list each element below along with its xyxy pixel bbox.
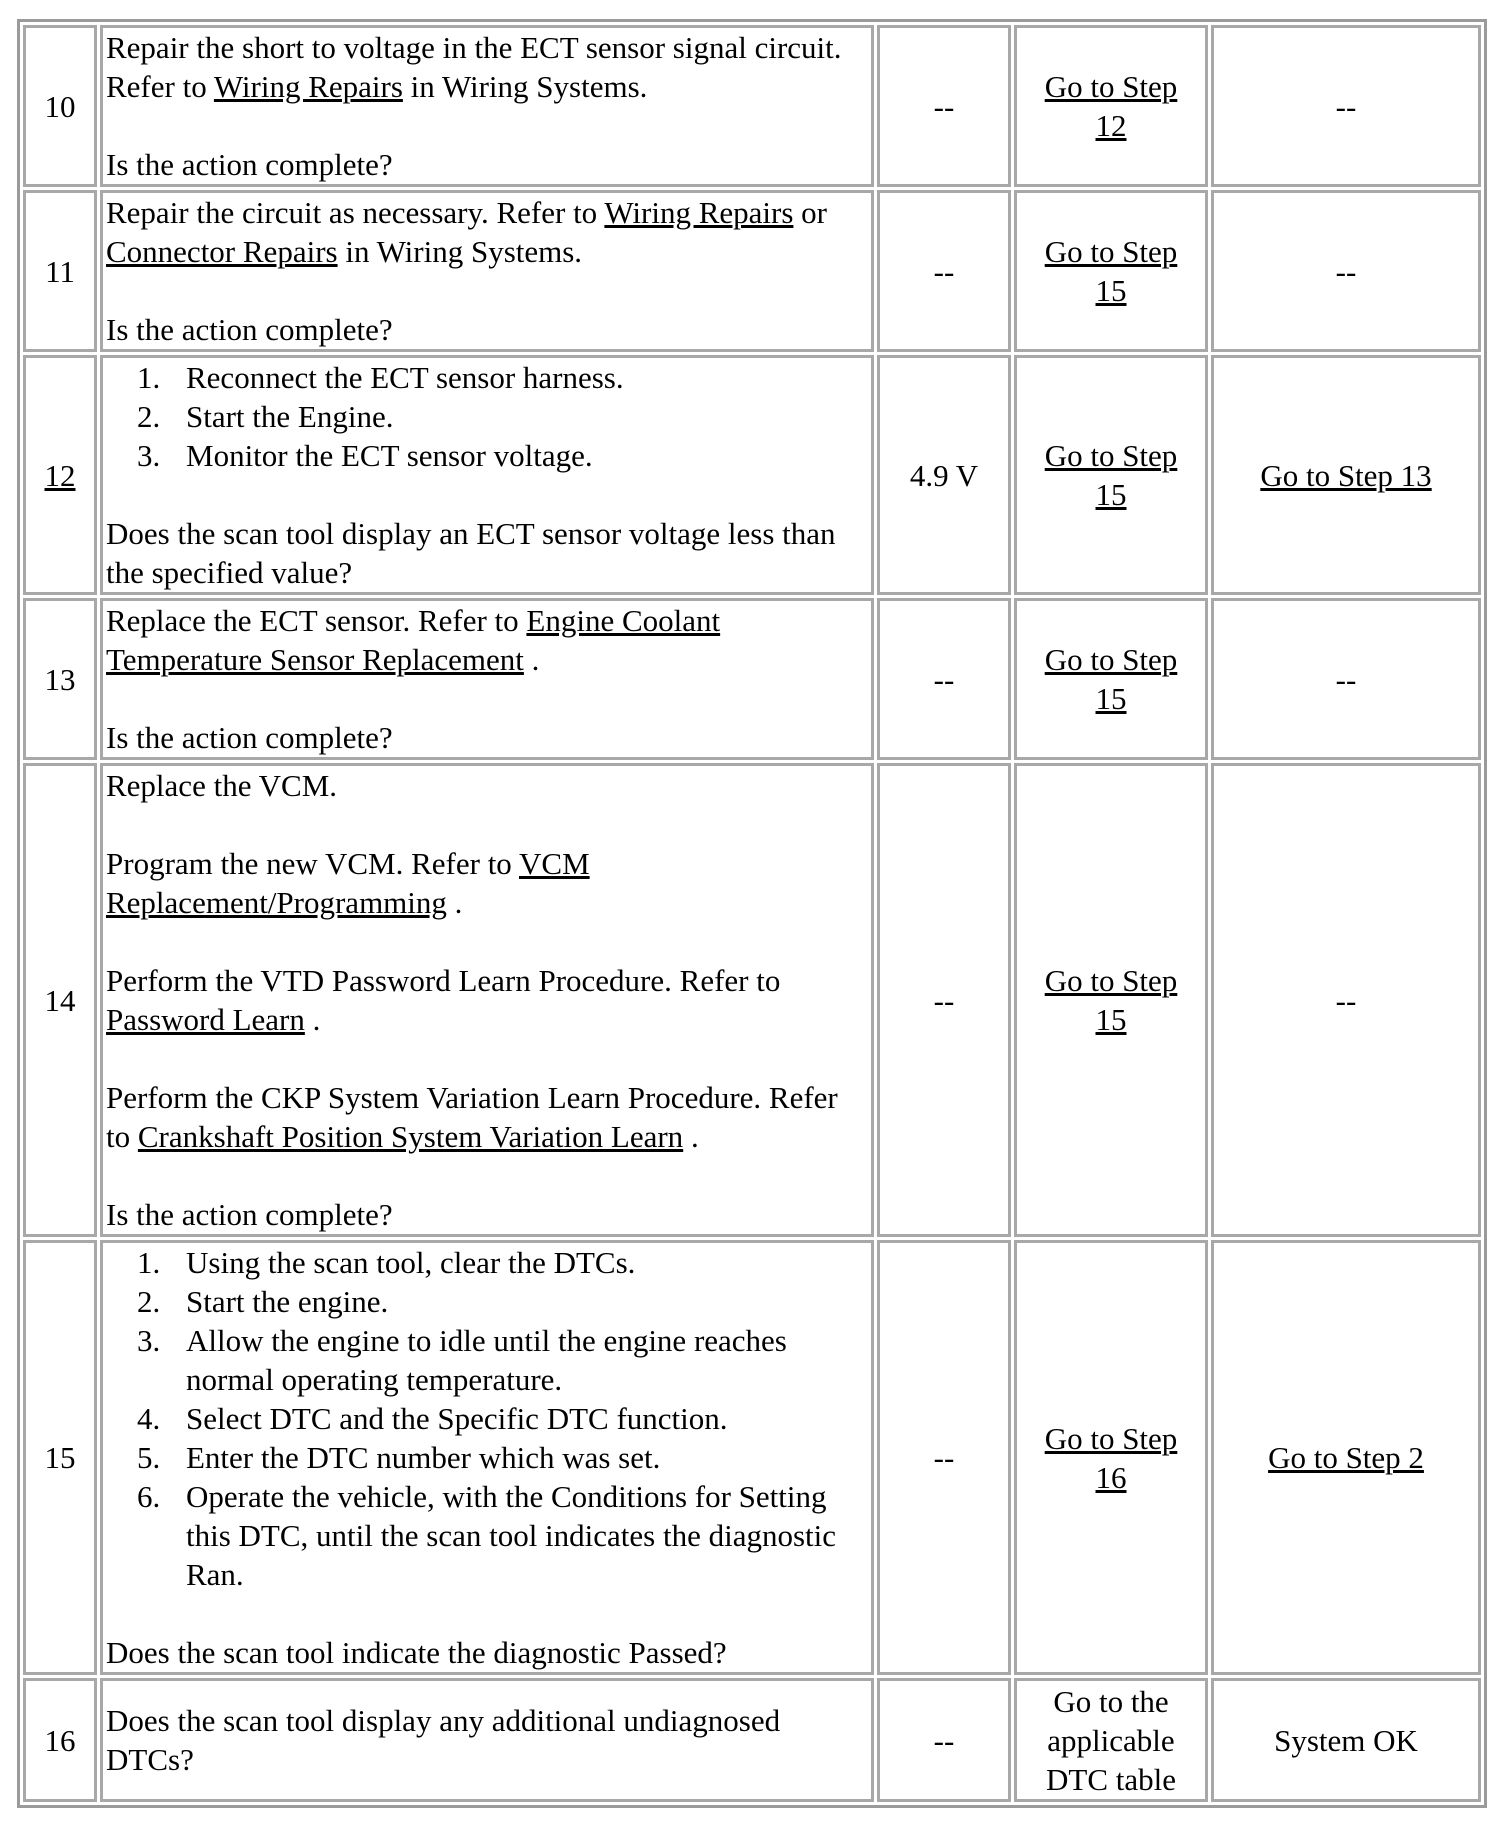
action-cell <box>100 25 874 187</box>
list-item: 5. Enter the DTC number which was set. <box>168 1438 868 1477</box>
value-cell: -- <box>877 763 1011 1237</box>
no-cell <box>1211 1240 1481 1675</box>
no-cell: -- <box>1211 25 1481 187</box>
yes-cell <box>1014 763 1208 1237</box>
question-text: Does the scan tool indicate the diagnostic Passed? <box>106 1635 727 1670</box>
no-cell: -- <box>1211 190 1481 352</box>
action-text: Perform the VTD Password Learn Procedure. Refer to <box>106 963 781 998</box>
procedure-list <box>106 358 868 475</box>
vcm-replacement-link[interactable]: VCM Replacement/Programming <box>106 846 590 920</box>
yes-cell <box>1014 1678 1208 1802</box>
table-row <box>23 190 1481 352</box>
go-to-step-link[interactable]: Go to Step 13 <box>1260 457 1432 493</box>
value-cell: -- <box>877 598 1011 760</box>
yes-cell <box>1014 1240 1208 1675</box>
action-text: Repair the circuit as necessary. Refer to <box>106 195 605 230</box>
list-item: 4. Select DTC and the Specific DTC function. <box>168 1399 868 1438</box>
step-number: 14 <box>23 763 97 1237</box>
action-cell <box>100 355 874 595</box>
diagnostic-table <box>17 19 1487 1808</box>
step-number: 13 <box>23 598 97 760</box>
action-cell <box>100 598 874 760</box>
list-item: 3. Allow the engine to idle until the engine reaches normal operating temperature. <box>168 1321 868 1399</box>
no-cell: System OK <box>1211 1678 1481 1802</box>
go-to-step-link[interactable]: Go to Step 15 <box>1044 642 1178 716</box>
action-text: in Wiring Systems. <box>337 234 583 269</box>
action-text: Replace the VCM. <box>106 768 338 803</box>
procedure-list <box>106 1243 868 1594</box>
yes-cell <box>1014 598 1208 760</box>
yes-cell <box>1014 355 1208 595</box>
step-number-link[interactable]: 12 <box>44 457 76 493</box>
no-cell: -- <box>1211 763 1481 1237</box>
table-row <box>23 25 1481 187</box>
question-text: Is the action complete? <box>106 720 393 755</box>
action-cell <box>100 190 874 352</box>
go-to-step-link[interactable]: Go to Step 12 <box>1044 69 1178 143</box>
action-cell <box>100 1240 874 1675</box>
value-cell: -- <box>877 1240 1011 1675</box>
go-to-step-link[interactable]: Go to Step 15 <box>1044 963 1178 1037</box>
diagnostic-table-container <box>17 19 1483 1808</box>
table-row <box>23 598 1481 760</box>
table-row <box>23 1678 1481 1802</box>
list-item: 2. Start the Engine. <box>168 397 868 436</box>
wiring-repairs-link[interactable]: Wiring Repairs <box>604 195 794 230</box>
go-to-step-link[interactable]: Go to Step 16 <box>1044 1420 1178 1495</box>
action-cell <box>100 1678 874 1802</box>
password-learn-link[interactable]: Password Learn <box>106 1002 305 1037</box>
yes-cell <box>1014 190 1208 352</box>
step-number: 15 <box>23 1240 97 1675</box>
table-row <box>23 763 1481 1237</box>
table-row <box>23 1240 1481 1675</box>
applicable-dtc-table-text: Go to the applicable DTC table <box>1046 1683 1176 1797</box>
action-text: Repair the short to voltage in the ECT sensor signal circuit. Refer to <box>106 30 842 104</box>
connector-repairs-link[interactable]: Connector Repairs <box>106 234 338 269</box>
question-text: Does the scan tool display any additional undiagnosed DTCs? <box>106 1703 781 1777</box>
ect-sensor-replacement-link[interactable]: Engine Coolant Temperature Sensor Replacement <box>106 603 721 677</box>
question-text: Is the action complete? <box>106 1197 393 1232</box>
action-text: . <box>523 642 540 677</box>
step-number: 10 <box>23 25 97 187</box>
go-to-step-link[interactable]: Go to Step 2 <box>1268 1440 1424 1475</box>
value-cell: -- <box>877 190 1011 352</box>
question-text: Is the action complete? <box>106 312 393 347</box>
go-to-step-link[interactable]: Go to Step 15 <box>1044 438 1178 512</box>
action-text: Perform the CKP System Variation Learn Procedure. Refer to <box>106 1080 838 1154</box>
list-item: 2. Start the engine. <box>168 1282 868 1321</box>
list-item: 1. Using the scan tool, clear the DTCs. <box>168 1243 868 1282</box>
ckp-variation-learn-link[interactable]: Crankshaft Position System Variation Learn <box>137 1119 684 1154</box>
action-text: or <box>793 195 827 230</box>
step-number: 11 <box>23 190 97 352</box>
question-text: Does the scan tool display an ECT sensor voltage less than the specified value? <box>106 516 836 590</box>
action-text: Program the new VCM. Refer to <box>106 846 519 881</box>
list-item: 6. Operate the vehicle, with the Conditions for Setting this DTC, until the scan tool indicates the diagnostic Ran. <box>168 1477 868 1594</box>
list-item: 1. Reconnect the ECT sensor harness. <box>168 358 868 397</box>
go-to-step-link[interactable]: Go to Step 15 <box>1044 234 1178 308</box>
action-text: in Wiring Systems. <box>402 69 648 104</box>
yes-cell <box>1014 25 1208 187</box>
value-cell: -- <box>877 25 1011 187</box>
table-row <box>23 355 1481 595</box>
step-number: 16 <box>23 1678 97 1802</box>
value-cell: 4.9 V <box>877 355 1011 595</box>
no-cell: -- <box>1211 598 1481 760</box>
value-cell: -- <box>877 1678 1011 1802</box>
wiring-repairs-link[interactable]: Wiring Repairs <box>213 69 403 104</box>
list-item: 3. Monitor the ECT sensor voltage. <box>168 436 868 475</box>
question-text: Is the action complete? <box>106 147 393 182</box>
no-cell <box>1211 355 1481 595</box>
action-text: Replace the ECT sensor. Refer to <box>106 603 527 638</box>
action-cell: Replace the VCM. Program the new VCM. Refer to VCM Replacement/Programming . Perform the VTD Password Learn Procedure. Refer to Password Learn . Perform the CKP System Variation Learn Procedure. Refer to Crankshaft Position System Variation Learn . Is the action complete? <box>100 763 874 1237</box>
